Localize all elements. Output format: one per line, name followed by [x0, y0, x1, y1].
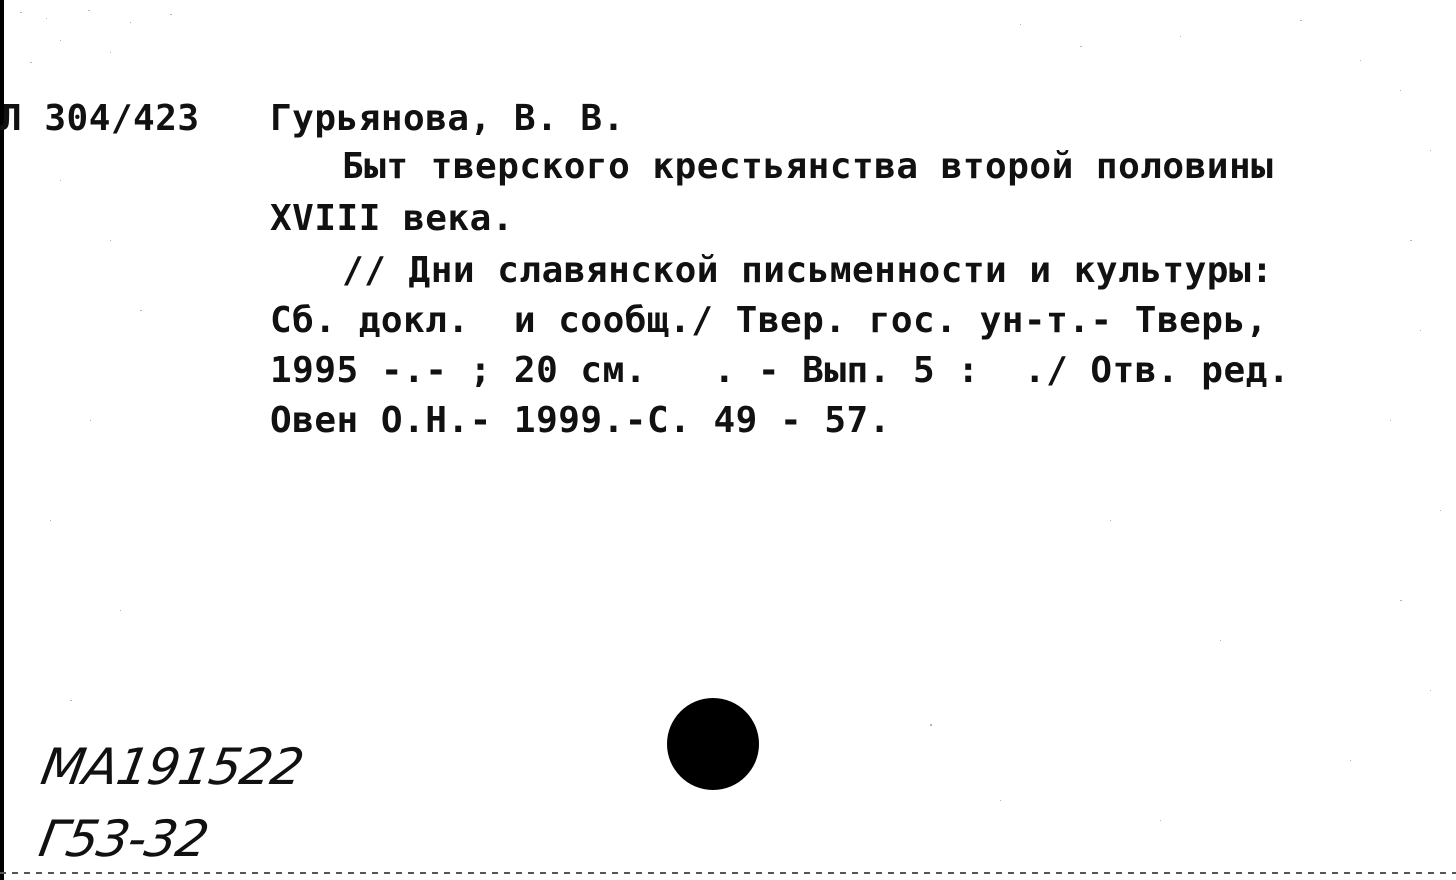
source-line-4: Овен О.Н.- 1999.-С. 49 - 57. — [270, 400, 891, 441]
source-line-3: 1995 -.- ; 20 см. . - Вып. 5 : ./ Отв. ред. — [270, 350, 1290, 391]
source-line-1: // Дни славянской письменности и культуры: — [342, 250, 1274, 291]
title-line-1: Быт тверского крестьянства второй половины — [342, 146, 1274, 187]
source-line-2: Сб. докл. и сообщ./ Твер. гос. ун-т.- Тверь, — [270, 300, 1268, 341]
author: Гурьянова, В. В. — [270, 98, 625, 139]
title-line-2: XVIII века. — [270, 198, 514, 239]
handwritten-inventory-number: МА191522 — [36, 738, 308, 796]
bottom-edge — [0, 872, 1456, 874]
punch-hole — [667, 698, 759, 790]
shelfmark: Л 304/423 — [0, 98, 200, 139]
handwritten-code: Г53-32 — [34, 810, 213, 868]
